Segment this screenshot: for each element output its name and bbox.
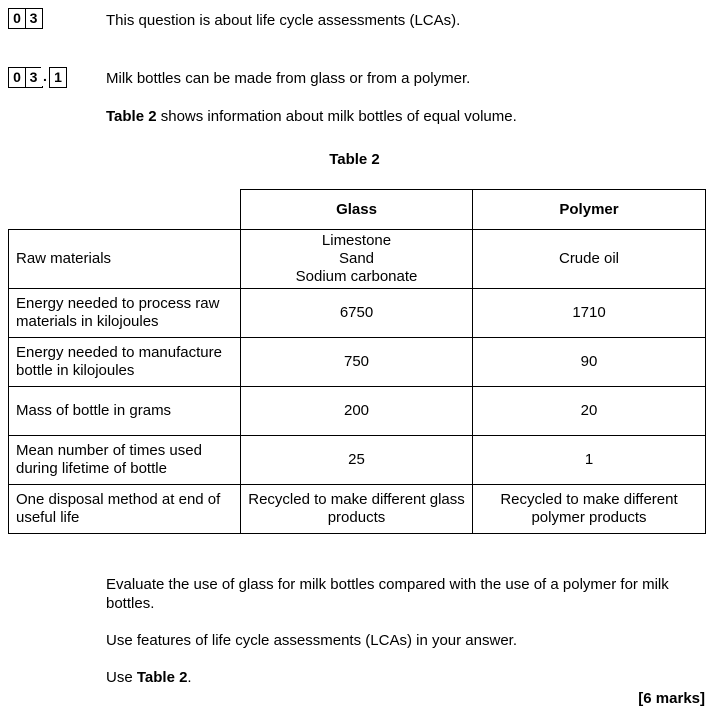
glass-cell: Recycled to make different glass products — [241, 485, 473, 534]
question-number-digit: 0 — [8, 8, 26, 29]
table-reference — [106, 107, 517, 126]
subquestion-number-digit: 3 — [25, 67, 43, 88]
table-row — [9, 338, 706, 387]
glass-cell: 750 — [241, 338, 473, 387]
column-header-polymer: Polymer — [473, 190, 706, 230]
question-number-digit: 3 — [25, 8, 43, 29]
table-row — [9, 289, 706, 338]
glass-cell: 200 — [241, 387, 473, 436]
evaluate-instruction: Evaluate the use of glass for milk bottles compared with the use of a polymer for milk bottles. — [106, 576, 669, 612]
polymer-cell: 90 — [473, 338, 706, 387]
table-row — [9, 230, 706, 289]
data-table — [8, 189, 706, 534]
polymer-cell: 1710 — [473, 289, 706, 338]
table-row — [9, 436, 706, 485]
use-table-instruction — [106, 668, 192, 687]
polymer-cell: Crude oil — [473, 230, 706, 289]
polymer-cell: 1 — [473, 436, 706, 485]
table-header-row — [9, 190, 706, 230]
glass-raw-material: Sodium carbonate — [295, 268, 418, 285]
table-title: Table 2 — [329, 151, 380, 168]
subquestion-number-digit: 0 — [8, 67, 26, 88]
row-label: Mean number of times used during lifetime of bottle — [9, 436, 241, 485]
use-table-bold: Table 2 — [136, 669, 188, 686]
subquestion-text: Milk bottles can be made from glass or from a polymer. — [106, 70, 471, 87]
column-header-glass: Glass — [241, 190, 473, 230]
polymer-cell: 20 — [473, 387, 706, 436]
row-label: Energy needed to manufacture bottle in kilojoules — [9, 338, 241, 387]
marks-label: [6 marks] — [638, 690, 705, 707]
glass-raw-material: Sand — [338, 250, 375, 267]
glass-cell — [241, 230, 473, 289]
table-corner-empty — [9, 190, 241, 230]
row-label: Raw materials — [9, 230, 241, 289]
row-label: Energy needed to process raw materials in kilojoules — [9, 289, 241, 338]
subquestion-number-digit: 1 — [49, 67, 67, 88]
question-intro: This question is about life cycle assessments (LCAs). — [106, 12, 461, 29]
polymer-cell: Recycled to make different polymer products — [473, 485, 706, 534]
question-number-box — [8, 8, 41, 29]
row-label: One disposal method at end of useful life — [9, 485, 241, 534]
row-label: Mass of bottle in grams — [9, 387, 241, 436]
subquestion-number-box — [8, 67, 66, 88]
subquestion-number-dot: . — [41, 67, 49, 86]
use-table-suffix: . — [187, 669, 192, 686]
use-table-prefix: Use — [106, 669, 137, 686]
glass-raw-material: Limestone — [321, 232, 392, 249]
table-reference-text: shows information about milk bottles of equal volume. — [156, 108, 517, 125]
table-row — [9, 387, 706, 436]
table-row — [9, 485, 706, 534]
glass-cell: 6750 — [241, 289, 473, 338]
table-reference-bold: Table 2 — [106, 108, 157, 125]
lca-instruction: Use features of life cycle assessments (LCAs) in your answer. — [106, 632, 517, 649]
glass-cell: 25 — [241, 436, 473, 485]
